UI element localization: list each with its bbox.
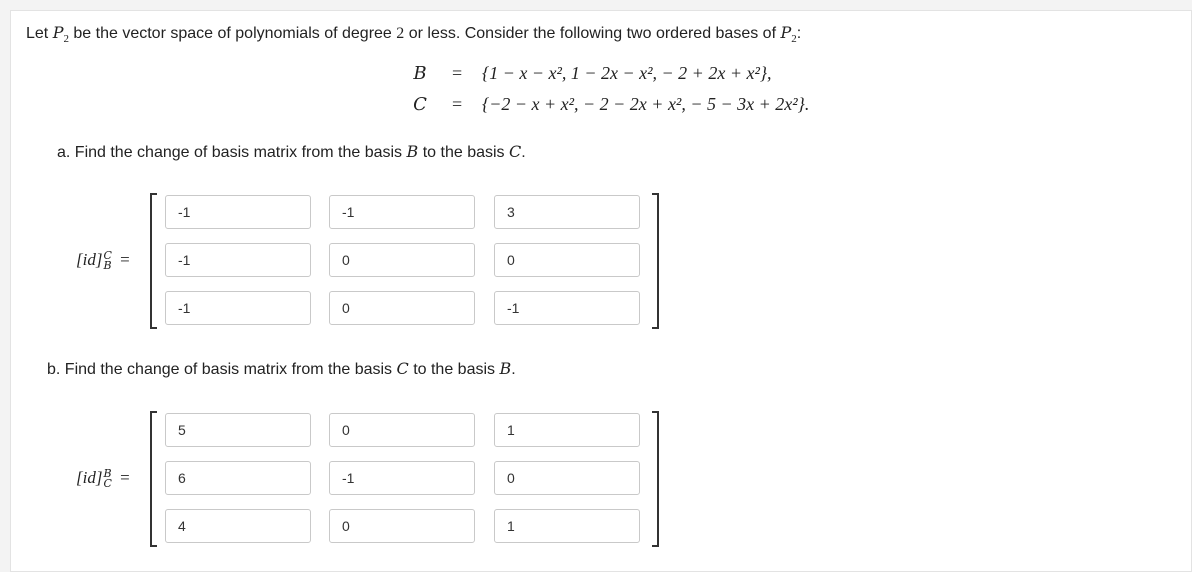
- space-symbol: P: [52, 23, 64, 42]
- basis-b-equals: =: [452, 63, 463, 83]
- matrix-a-cell-r3c1[interactable]: [165, 291, 311, 325]
- intro-text-end: :: [796, 25, 802, 42]
- matrix-a-cell-r1c1[interactable]: [165, 195, 311, 229]
- matrix-a-cell-r3c2[interactable]: [329, 291, 475, 325]
- matrix-b-cell-r1c2[interactable]: [329, 413, 475, 447]
- matrix-b-label: [76, 468, 130, 489]
- degree-value: 2: [396, 25, 405, 42]
- matrix-b-cell-r1c1[interactable]: [165, 413, 311, 447]
- part-b-suffix: .: [511, 361, 516, 378]
- matrix-b-label-equals: =: [120, 468, 130, 487]
- matrix-a-cell-r2c1[interactable]: [165, 243, 311, 277]
- part-b-middle: to the basis: [408, 361, 500, 378]
- matrix-b-cell-r1c3[interactable]: [494, 413, 640, 447]
- matrix-b-right-bracket: [652, 411, 659, 547]
- matrix-a-label-sub: B: [103, 259, 112, 273]
- intro-text-b: be the vector space of polynomials of degree: [68, 25, 397, 42]
- part-a-middle: to the basis: [418, 144, 509, 161]
- intro-text: [26, 23, 801, 45]
- matrix-b-label-main: [id]: [76, 468, 103, 487]
- part-b-prefix: b. Find the change of basis matrix from the basis: [47, 361, 397, 378]
- matrix-a-label-sup: C: [103, 249, 112, 263]
- space-symbol-2: P: [780, 23, 792, 42]
- matrix-a-cell-r1c2[interactable]: [329, 195, 475, 229]
- matrix-b-left-bracket: [150, 411, 157, 547]
- space-index: 2: [63, 33, 69, 46]
- part-a-question: [57, 142, 526, 162]
- matrix-b-cell-r2c2[interactable]: [329, 461, 475, 495]
- intro-text-a: Let: [26, 25, 53, 42]
- part-b-question: [47, 359, 516, 379]
- part-b-to: B: [499, 359, 512, 378]
- intro-text-c: or less. Consider the following two ordered bases of: [404, 25, 781, 42]
- basis-c-row: [0, 94, 1192, 118]
- matrix-a-label-main: [id]: [76, 250, 103, 269]
- matrix-b-cell-r3c1[interactable]: [165, 509, 311, 543]
- matrix-b-label-sup: B: [103, 467, 112, 481]
- basis-b-symbol: B: [413, 63, 427, 84]
- matrix-a-cell-r3c3[interactable]: [494, 291, 640, 325]
- part-a-prefix: a. Find the change of basis matrix from the basis: [57, 144, 407, 161]
- matrix-a-cell-r2c3[interactable]: [494, 243, 640, 277]
- part-a-to: C: [508, 142, 522, 161]
- matrix-a-cell-r1c3[interactable]: [494, 195, 640, 229]
- part-a-suffix: .: [521, 144, 526, 161]
- matrix-a-left-bracket: [150, 193, 157, 329]
- space-index-2: 2: [791, 33, 797, 46]
- matrix-a-cell-r2c2[interactable]: [329, 243, 475, 277]
- basis-b-set: {1 − x − x², 1 − 2x − x², − 2 + 2x + x²},: [482, 63, 772, 83]
- matrix-a-label: [76, 250, 130, 271]
- matrix-a-right-bracket: [652, 193, 659, 329]
- matrix-b-cell-r3c2[interactable]: [329, 509, 475, 543]
- basis-b-row: [0, 63, 1192, 87]
- matrix-b-label-sub: C: [103, 477, 112, 491]
- matrix-a-label-equals: =: [120, 250, 130, 269]
- basis-c-equals: =: [452, 94, 463, 114]
- basis-c-symbol: C: [413, 94, 427, 115]
- matrix-b-cell-r2c1[interactable]: [165, 461, 311, 495]
- part-a-from: B: [406, 142, 419, 161]
- matrix-b-cell-r2c3[interactable]: [494, 461, 640, 495]
- matrix-b-cell-r3c3[interactable]: [494, 509, 640, 543]
- part-b-from: C: [396, 359, 409, 378]
- basis-c-set: {−2 − x + x², − 2 − 2x + x², − 5 − 3x + 2x²}.: [482, 94, 810, 114]
